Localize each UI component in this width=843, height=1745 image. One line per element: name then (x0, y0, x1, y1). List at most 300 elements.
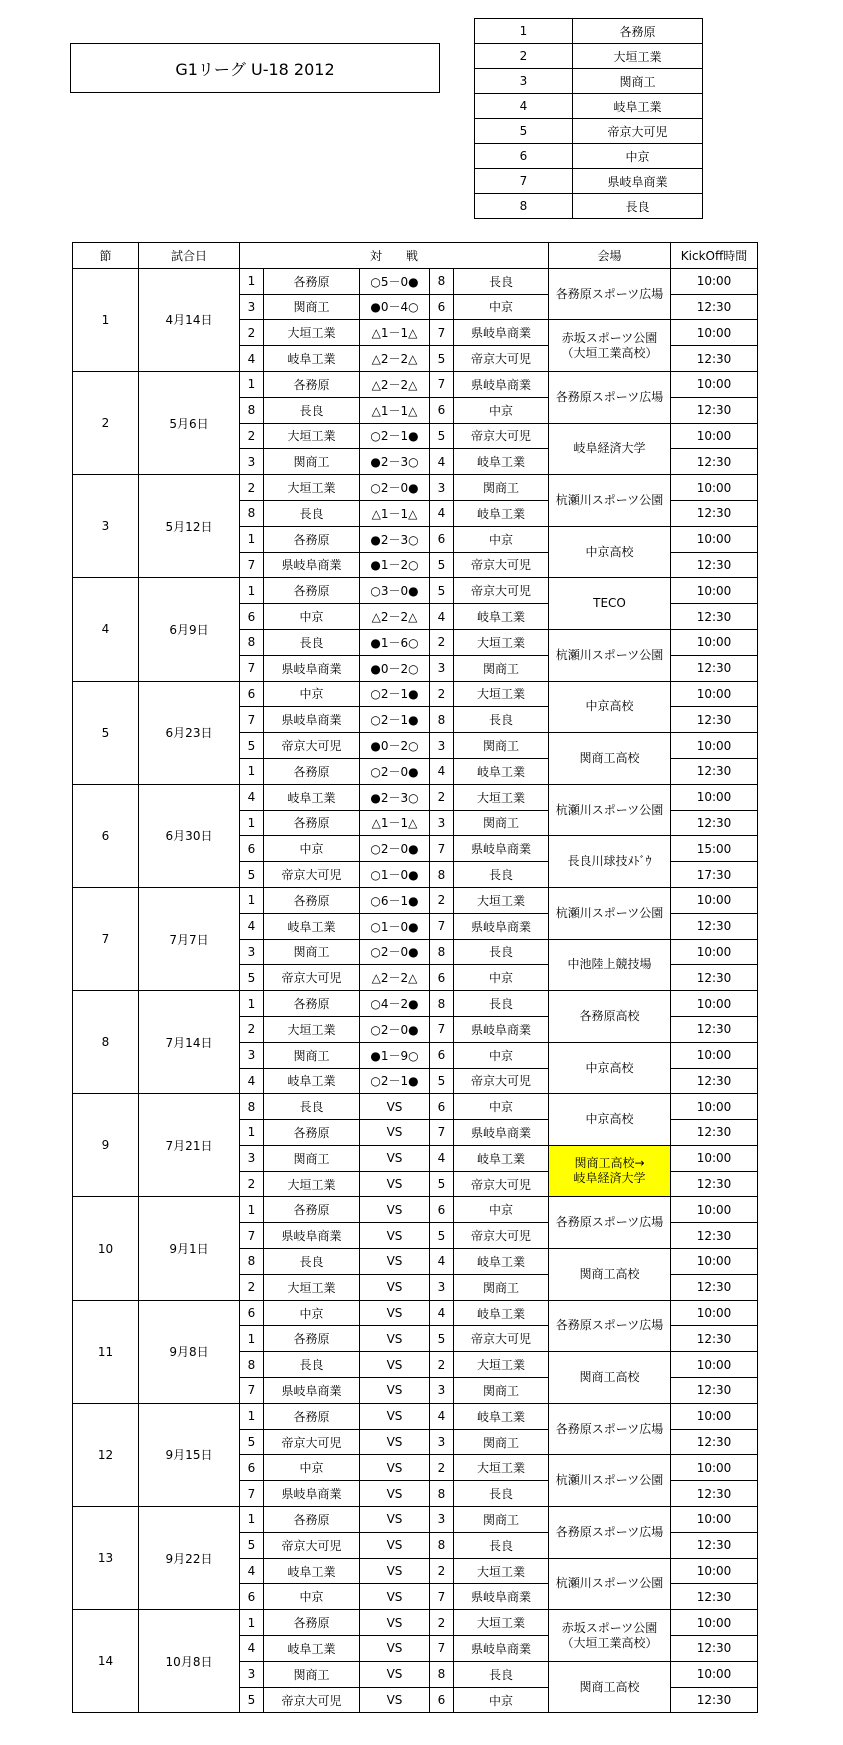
away-team-number: 7 (430, 1636, 454, 1662)
away-team: 県岐阜商業 (454, 1120, 549, 1146)
home-team-number: 1 (240, 371, 264, 397)
match-score: ○2－1● (360, 707, 430, 733)
match-score: ○1－0● (360, 862, 430, 888)
venue-line: （大垣工業高校） (561, 345, 658, 360)
venue-line: 各務原スポーツ広場 (555, 1318, 664, 1333)
kickoff-time: 10:00 (671, 681, 758, 707)
away-team-number: 7 (430, 1584, 454, 1610)
home-team: 岐阜工業 (264, 784, 360, 810)
kickoff-time: 10:00 (671, 526, 758, 552)
home-team: 県岐阜商業 (264, 655, 360, 681)
match-date: 6月30日 (139, 784, 240, 887)
venue-line: 杭瀬川スポーツ公園 (555, 1473, 664, 1488)
away-team-number: 5 (430, 346, 454, 372)
match-score: ●1－2○ (360, 552, 430, 578)
kickoff-time: 12:30 (671, 1274, 758, 1300)
legend-row (475, 44, 703, 69)
match-score: ○4－2● (360, 991, 430, 1017)
home-team: 大垣工業 (264, 423, 360, 449)
venue (549, 629, 671, 681)
away-team-number: 2 (430, 1558, 454, 1584)
home-team: 中京 (264, 1584, 360, 1610)
kickoff-time: 12:30 (671, 346, 758, 372)
away-team-number: 6 (430, 1687, 454, 1713)
legend-row (475, 169, 703, 194)
match-score: VS (360, 1352, 430, 1378)
away-team-number: 2 (430, 681, 454, 707)
round-number: 3 (73, 475, 139, 578)
home-team: 各務原 (264, 1507, 360, 1533)
away-team-number: 5 (430, 578, 454, 604)
home-team-number: 3 (240, 1042, 264, 1068)
home-team-number: 2 (240, 1171, 264, 1197)
away-team: 岐阜工業 (454, 758, 549, 784)
kickoff-time: 12:30 (671, 1584, 758, 1610)
home-team: 中京 (264, 1300, 360, 1326)
venue-line: 関商工高校 (579, 1266, 640, 1281)
away-team: 帝京大可児 (454, 1068, 549, 1094)
away-team: 中京 (454, 1197, 549, 1223)
home-team: 各務原 (264, 1403, 360, 1429)
match-score: ●0－2○ (360, 733, 430, 759)
table-row (73, 1507, 758, 1533)
away-team-number: 6 (430, 526, 454, 552)
match-score: ○2－1● (360, 1068, 430, 1094)
venue-line: 杭瀬川スポーツ公園 (555, 905, 664, 920)
home-team: 長良 (264, 629, 360, 655)
table-row (73, 887, 758, 913)
venue-line: 各務原スポーツ広場 (555, 1421, 664, 1436)
match-score: VS (360, 1661, 430, 1687)
round-number: 8 (73, 991, 139, 1094)
match-date: 7月14日 (139, 991, 240, 1094)
away-team-number: 6 (430, 965, 454, 991)
kickoff-time: 12:30 (671, 1223, 758, 1249)
venue (549, 1403, 671, 1455)
legend-team-name: 長良 (573, 194, 703, 219)
kickoff-time: 12:30 (671, 604, 758, 630)
header-match: 対 戦 (240, 243, 549, 269)
kickoff-time: 10:00 (671, 320, 758, 346)
away-team: 中京 (454, 526, 549, 552)
kickoff-time: 10:00 (671, 268, 758, 294)
kickoff-time: 10:00 (671, 1300, 758, 1326)
match-date: 5月6日 (139, 371, 240, 474)
venue-line: 関商工高校 (579, 1370, 640, 1385)
match-score: VS (360, 1636, 430, 1662)
venue (549, 784, 671, 836)
venue (549, 1507, 671, 1559)
legend-team-number: 7 (475, 169, 573, 194)
kickoff-time: 10:00 (671, 1197, 758, 1223)
venue (549, 733, 671, 785)
match-score: ●1－6○ (360, 629, 430, 655)
home-team: 関商工 (264, 1042, 360, 1068)
home-team: 帝京大可児 (264, 1687, 360, 1713)
away-team-number: 2 (430, 784, 454, 810)
away-team: 帝京大可児 (454, 1171, 549, 1197)
away-team-number: 4 (430, 1145, 454, 1171)
home-team-number: 4 (240, 1558, 264, 1584)
kickoff-time: 10:00 (671, 887, 758, 913)
away-team: 岐阜工業 (454, 1145, 549, 1171)
home-team-number: 7 (240, 552, 264, 578)
venue-line: 各務原高校 (579, 1008, 640, 1023)
venue-line: TECO (593, 596, 626, 611)
match-score: ○2－0● (360, 475, 430, 501)
round-number: 11 (73, 1300, 139, 1403)
home-team: 帝京大可児 (264, 1429, 360, 1455)
home-team: 各務原 (264, 1197, 360, 1223)
match-score: ○2－0● (360, 758, 430, 784)
away-team-number: 4 (430, 449, 454, 475)
away-team: 県岐阜商業 (454, 320, 549, 346)
kickoff-time: 12:30 (671, 449, 758, 475)
venue (549, 1352, 671, 1404)
home-team: 県岐阜商業 (264, 1378, 360, 1404)
venue (549, 1610, 671, 1662)
away-team: 大垣工業 (454, 629, 549, 655)
match-score: VS (360, 1378, 430, 1404)
home-team-number: 3 (240, 294, 264, 320)
away-team: 県岐阜商業 (454, 1636, 549, 1662)
away-team-number: 3 (430, 475, 454, 501)
away-team: 県岐阜商業 (454, 1584, 549, 1610)
team-legend-table (474, 18, 703, 219)
match-score: △2－2△ (360, 965, 430, 991)
match-date: 9月22日 (139, 1507, 240, 1610)
venue-line: 関商工高校 (579, 750, 640, 765)
home-team-number: 6 (240, 1300, 264, 1326)
venue-line: 中京高校 (585, 544, 634, 559)
home-team: 大垣工業 (264, 475, 360, 501)
away-team-number: 3 (430, 655, 454, 681)
away-team: 大垣工業 (454, 1558, 549, 1584)
home-team-number: 8 (240, 1249, 264, 1275)
venue-line: （大垣工業高校） (561, 1635, 658, 1650)
kickoff-time: 12:30 (671, 1378, 758, 1404)
away-team-number: 5 (430, 1326, 454, 1352)
home-team-number: 6 (240, 681, 264, 707)
table-row (73, 681, 758, 707)
kickoff-time: 10:00 (671, 1042, 758, 1068)
home-team: 関商工 (264, 939, 360, 965)
home-team: 帝京大可児 (264, 733, 360, 759)
away-team: 大垣工業 (454, 887, 549, 913)
kickoff-time: 10:00 (671, 423, 758, 449)
away-team: 中京 (454, 965, 549, 991)
away-team: 中京 (454, 1042, 549, 1068)
round-number: 5 (73, 681, 139, 784)
venue-line: 岐阜経済大学 (573, 1171, 646, 1186)
round-number: 6 (73, 784, 139, 887)
home-team-number: 3 (240, 939, 264, 965)
venue-line: 関商工高校→ (574, 1156, 645, 1171)
away-team-number: 4 (430, 758, 454, 784)
venue (549, 1455, 671, 1507)
match-score: VS (360, 1403, 430, 1429)
match-score: ○3－0● (360, 578, 430, 604)
match-score: ●0－2○ (360, 655, 430, 681)
kickoff-time: 12:30 (671, 294, 758, 320)
home-team-number: 4 (240, 1068, 264, 1094)
home-team-number: 2 (240, 475, 264, 501)
venue (549, 268, 671, 320)
away-team-number: 6 (430, 294, 454, 320)
venue (549, 939, 671, 991)
header-section: 節 (73, 243, 139, 269)
match-score: ○1－0● (360, 913, 430, 939)
match-date: 4月14日 (139, 268, 240, 371)
home-team: 中京 (264, 681, 360, 707)
venue (549, 991, 671, 1043)
match-score: VS (360, 1223, 430, 1249)
kickoff-time: 12:30 (671, 1120, 758, 1146)
venue-line: 各務原スポーツ広場 (555, 389, 664, 404)
match-score: △2－2△ (360, 346, 430, 372)
away-team-number: 5 (430, 1068, 454, 1094)
home-team: 各務原 (264, 578, 360, 604)
away-team-number: 8 (430, 862, 454, 888)
kickoff-time: 12:30 (671, 707, 758, 733)
kickoff-time: 10:00 (671, 475, 758, 501)
venue-line: 杭瀬川スポーツ公園 (555, 1576, 664, 1591)
kickoff-time: 12:30 (671, 1171, 758, 1197)
venue-line: 岐阜経済大学 (573, 441, 646, 456)
home-team: 岐阜工業 (264, 346, 360, 372)
away-team: 県岐阜商業 (454, 1016, 549, 1042)
kickoff-time: 12:30 (671, 1481, 758, 1507)
away-team-number: 5 (430, 552, 454, 578)
table-row (73, 1403, 758, 1429)
match-score: △1－1△ (360, 397, 430, 423)
match-score: ○2－0● (360, 1016, 430, 1042)
kickoff-time: 10:00 (671, 1455, 758, 1481)
away-team: 中京 (454, 1094, 549, 1120)
home-team: 県岐阜商業 (264, 707, 360, 733)
venue-line: 中京高校 (585, 699, 634, 714)
kickoff-time: 10:00 (671, 1352, 758, 1378)
header-row (73, 243, 758, 269)
round-number: 12 (73, 1403, 139, 1506)
away-team-number: 8 (430, 1661, 454, 1687)
venue-line: 杭瀬川スポーツ公園 (555, 492, 664, 507)
away-team-number: 7 (430, 836, 454, 862)
table-row (73, 268, 758, 294)
legend-row (475, 144, 703, 169)
away-team: 帝京大可児 (454, 423, 549, 449)
match-score: VS (360, 1507, 430, 1533)
away-team: 帝京大可児 (454, 1223, 549, 1249)
away-team: 帝京大可児 (454, 578, 549, 604)
away-team-number: 8 (430, 1532, 454, 1558)
home-team: 大垣工業 (264, 320, 360, 346)
match-date: 7月7日 (139, 887, 240, 990)
home-team: 関商工 (264, 1145, 360, 1171)
venue-line: 中池陸上競技場 (567, 957, 652, 972)
away-team-number: 5 (430, 423, 454, 449)
kickoff-time: 12:30 (671, 965, 758, 991)
home-team-number: 6 (240, 604, 264, 630)
home-team: 各務原 (264, 887, 360, 913)
kickoff-time: 17:30 (671, 862, 758, 888)
home-team-number: 8 (240, 397, 264, 423)
match-score: ○2－0● (360, 836, 430, 862)
away-team: 関商工 (454, 1429, 549, 1455)
away-team: 長良 (454, 1481, 549, 1507)
home-team-number: 3 (240, 1661, 264, 1687)
match-score: VS (360, 1481, 430, 1507)
away-team-number: 8 (430, 939, 454, 965)
kickoff-time: 10:00 (671, 1610, 758, 1636)
away-team-number: 4 (430, 1403, 454, 1429)
away-team-number: 3 (430, 1507, 454, 1533)
match-score: ○5－0● (360, 268, 430, 294)
home-team-number: 4 (240, 784, 264, 810)
home-team-number: 1 (240, 1403, 264, 1429)
match-date: 9月1日 (139, 1197, 240, 1300)
venue (549, 371, 671, 423)
match-score: △1－1△ (360, 500, 430, 526)
match-score: VS (360, 1171, 430, 1197)
away-team: 大垣工業 (454, 1610, 549, 1636)
round-number: 10 (73, 1197, 139, 1300)
home-team: 各務原 (264, 371, 360, 397)
table-row (73, 578, 758, 604)
home-team: 関商工 (264, 294, 360, 320)
venue (549, 1197, 671, 1249)
table-row (73, 991, 758, 1017)
away-team: 長良 (454, 1532, 549, 1558)
away-team-number: 3 (430, 1429, 454, 1455)
legend-team-name: 各務原 (573, 19, 703, 44)
away-team-number: 4 (430, 1300, 454, 1326)
kickoff-time: 10:00 (671, 629, 758, 655)
home-team: 大垣工業 (264, 1274, 360, 1300)
home-team: 岐阜工業 (264, 913, 360, 939)
home-team-number: 7 (240, 1223, 264, 1249)
away-team: 大垣工業 (454, 784, 549, 810)
legend-row (475, 94, 703, 119)
venue-line: 各務原スポーツ広場 (555, 1215, 664, 1230)
away-team: 県岐阜商業 (454, 371, 549, 397)
home-team-number: 1 (240, 1120, 264, 1146)
home-team-number: 6 (240, 1455, 264, 1481)
home-team-number: 5 (240, 862, 264, 888)
home-team-number: 8 (240, 1094, 264, 1120)
venue (549, 1042, 671, 1094)
kickoff-time: 10:00 (671, 991, 758, 1017)
round-number: 2 (73, 371, 139, 474)
kickoff-time: 10:00 (671, 578, 758, 604)
header-venue: 会場 (549, 243, 671, 269)
venue-line: 各務原スポーツ広場 (555, 1524, 664, 1539)
venue-line: 各務原スポーツ広場 (555, 286, 664, 301)
legend-team-number: 2 (475, 44, 573, 69)
home-team: 中京 (264, 1455, 360, 1481)
venue (549, 1558, 671, 1610)
away-team: 大垣工業 (454, 1455, 549, 1481)
venue-line: 杭瀬川スポーツ公園 (555, 802, 664, 817)
kickoff-time: 10:00 (671, 1507, 758, 1533)
away-team-number: 2 (430, 1352, 454, 1378)
match-score: VS (360, 1145, 430, 1171)
legend-team-number: 3 (475, 69, 573, 94)
kickoff-time: 10:00 (671, 1145, 758, 1171)
home-team-number: 1 (240, 1507, 264, 1533)
kickoff-time: 12:30 (671, 1636, 758, 1662)
match-score: ●1－9○ (360, 1042, 430, 1068)
match-score: VS (360, 1584, 430, 1610)
away-team: 関商工 (454, 1507, 549, 1533)
away-team: 中京 (454, 294, 549, 320)
venue (549, 475, 671, 527)
away-team: 県岐阜商業 (454, 836, 549, 862)
venue (549, 1249, 671, 1301)
match-date: 10月8日 (139, 1610, 240, 1713)
venue-line: 長良川球技ﾒﾄﾞｳ (567, 854, 652, 869)
match-score: VS (360, 1558, 430, 1584)
match-date: 9月8日 (139, 1300, 240, 1403)
away-team: 帝京大可児 (454, 346, 549, 372)
kickoff-time: 10:00 (671, 1094, 758, 1120)
home-team: 各務原 (264, 1610, 360, 1636)
match-score: ●2－3○ (360, 449, 430, 475)
away-team-number: 4 (430, 1249, 454, 1275)
home-team: 長良 (264, 1094, 360, 1120)
away-team-number: 4 (430, 500, 454, 526)
home-team-number: 1 (240, 758, 264, 784)
home-team: 県岐阜商業 (264, 1481, 360, 1507)
away-team: 帝京大可児 (454, 1326, 549, 1352)
kickoff-time: 12:30 (671, 913, 758, 939)
kickoff-time: 15:00 (671, 836, 758, 862)
away-team-number: 6 (430, 1197, 454, 1223)
home-team-number: 3 (240, 449, 264, 475)
home-team: 帝京大可児 (264, 862, 360, 888)
kickoff-time: 12:30 (671, 397, 758, 423)
legend-team-number: 5 (475, 119, 573, 144)
away-team-number: 4 (430, 604, 454, 630)
home-team-number: 1 (240, 810, 264, 836)
kickoff-time: 12:30 (671, 1016, 758, 1042)
home-team-number: 1 (240, 1197, 264, 1223)
header-kickoff: KickOff時間 (671, 243, 758, 269)
match-score: VS (360, 1094, 430, 1120)
legend-team-name: 中京 (573, 144, 703, 169)
home-team-number: 1 (240, 1610, 264, 1636)
match-score: ●0－4○ (360, 294, 430, 320)
home-team: 各務原 (264, 268, 360, 294)
table-row (73, 1610, 758, 1636)
table-row (73, 1094, 758, 1120)
match-score: VS (360, 1120, 430, 1146)
home-team-number: 4 (240, 913, 264, 939)
home-team: 中京 (264, 836, 360, 862)
round-number: 4 (73, 578, 139, 681)
away-team: 中京 (454, 1687, 549, 1713)
home-team-number: 3 (240, 1145, 264, 1171)
match-score: VS (360, 1687, 430, 1713)
away-team-number: 8 (430, 268, 454, 294)
kickoff-time: 12:30 (671, 1429, 758, 1455)
away-team: 岐阜工業 (454, 1249, 549, 1275)
home-team: 県岐阜商業 (264, 552, 360, 578)
round-number: 14 (73, 1610, 139, 1713)
match-score: VS (360, 1249, 430, 1275)
away-team: 関商工 (454, 1274, 549, 1300)
away-team-number: 7 (430, 1016, 454, 1042)
